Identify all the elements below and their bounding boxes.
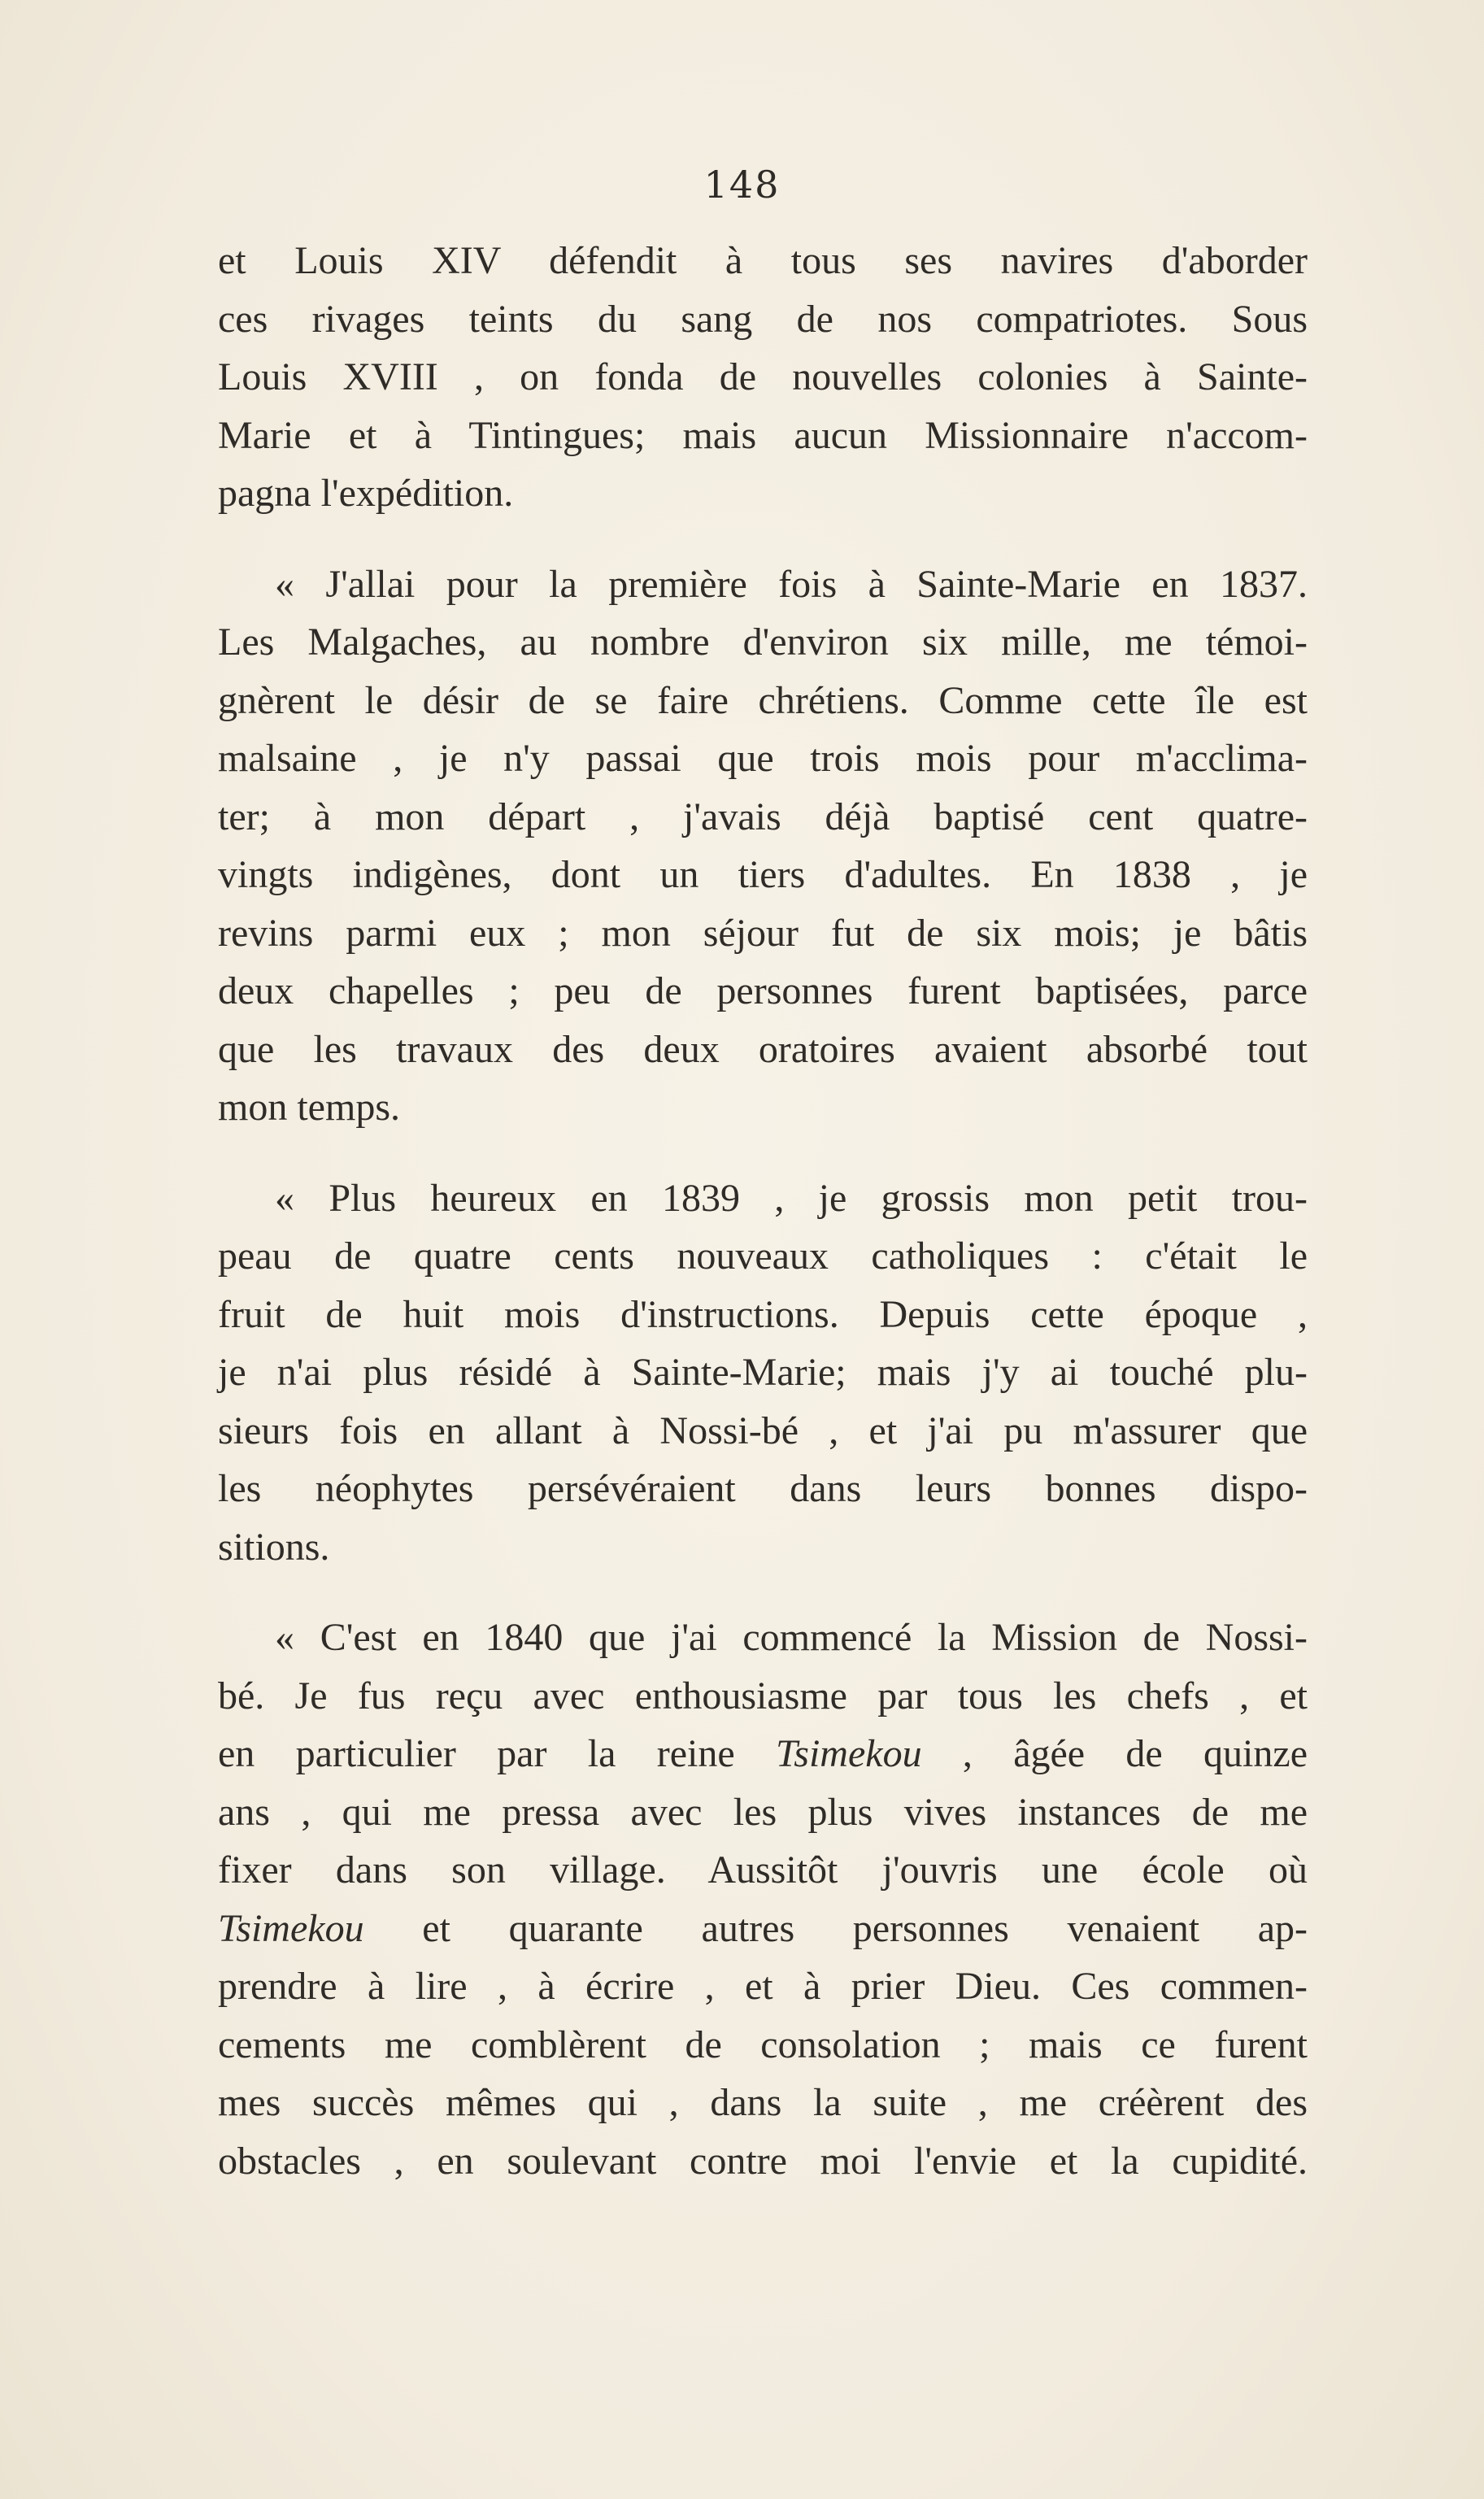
text-line: les néophytes persévéraient dans leurs bonnes dispo- xyxy=(218,1467,1308,1510)
text-line: prendre à lire , à écrire , et à prier Dieu. Ces commen- xyxy=(218,1965,1308,2008)
text-line: fruit de huit mois d'instructions. Depuis cette époque , xyxy=(218,1292,1308,1336)
text-line: Les Malgaches, au nombre d'environ six mille, me témoi- xyxy=(218,620,1308,664)
text-line: « Plus heureux en 1839 , je grossis mon petit trou- xyxy=(275,1176,1308,1220)
text-line: que les travaux des deux oratoires avaient absorbé tout xyxy=(218,1027,1308,1071)
text-line: malsaine , je n'y passai que trois mois pour m'acclima- xyxy=(218,737,1308,780)
text-line: Marie et à Tintingues; mais aucun Missionnaire n'accom- xyxy=(218,413,1308,457)
text-line: gnèrent le désir de se faire chrétiens. Comme cette île est xyxy=(218,678,1308,722)
text-line: sitions. xyxy=(218,1525,330,1569)
text-line: cements me comblèrent de consolation ; mais ce furent xyxy=(218,2022,1308,2066)
paragraph-gap xyxy=(218,523,1308,555)
text-line: en particulier par la reine Tsimekou , âgée de quinze xyxy=(218,1732,1308,1775)
page-number: 148 xyxy=(703,163,781,207)
body-text xyxy=(218,232,1308,2190)
text-line: sieurs fois en allant à Nossi-bé , et j'ai pu m'assurer que xyxy=(218,1408,1308,1452)
text-line: « C'est en 1840 que j'ai commencé la Mission de Nossi- xyxy=(275,1616,1308,1659)
text-line: mon temps. xyxy=(218,1086,400,1129)
italic-name: Tsimekou xyxy=(775,1732,922,1775)
text-line: bé. Je fus reçu avec enthousiasme par tous les chefs , et xyxy=(218,1674,1308,1718)
text-line: vingts indigènes, dont un tiers d'adultes. En 1838 , je xyxy=(218,853,1308,896)
paragraph-gap xyxy=(218,1576,1308,1609)
text-line: Louis XVIII , on fonda de nouvelles colonies à Sainte- xyxy=(218,355,1308,398)
text-line: mes succès mêmes qui , dans la suite , me créèrent des xyxy=(218,2081,1308,2124)
paragraph-3 xyxy=(218,1169,1308,1577)
italic-name: Tsimekou xyxy=(218,1906,364,1950)
text-line: ter; à mon départ , j'avais déjà baptisé cent quatre- xyxy=(218,795,1308,838)
text-line: pagna l'expédition. xyxy=(218,472,514,515)
paragraph-gap xyxy=(218,1137,1308,1169)
text-line: deux chapelles ; peu de personnes furent baptisées, parce xyxy=(218,969,1308,1012)
text-line: ans , qui me pressa avec les plus vives instances de me xyxy=(218,1790,1308,1834)
text-line: je n'ai plus résidé à Sainte-Marie; mais j'y ai touché plu- xyxy=(218,1351,1308,1394)
text-line: peau de quatre cents nouveaux catholiques : c'était le xyxy=(218,1234,1308,1278)
text-line: revins parmi eux ; mon séjour fut de six mois; je bâtis xyxy=(218,911,1308,955)
text-line: « J'allai pour la première fois à Sainte-Marie en 1837. xyxy=(275,562,1308,606)
paragraph-1 xyxy=(218,232,1308,523)
text-line: Tsimekou et quarante autres personnes venaient ap- xyxy=(218,1906,1308,1950)
paragraph-4 xyxy=(218,1609,1308,2190)
paragraph-2 xyxy=(218,555,1308,1137)
text-line: obstacles , en soulevant contre moi l'envie et la cupidité. xyxy=(218,2139,1308,2183)
text-line: ces rivages teints du sang de nos compatriotes. Sous xyxy=(218,297,1308,341)
text-line: fixer dans son village. Aussitôt j'ouvris une école où xyxy=(218,1848,1308,1892)
text-line: et Louis XIV défendit à tous ses navires d'aborder xyxy=(218,239,1308,282)
